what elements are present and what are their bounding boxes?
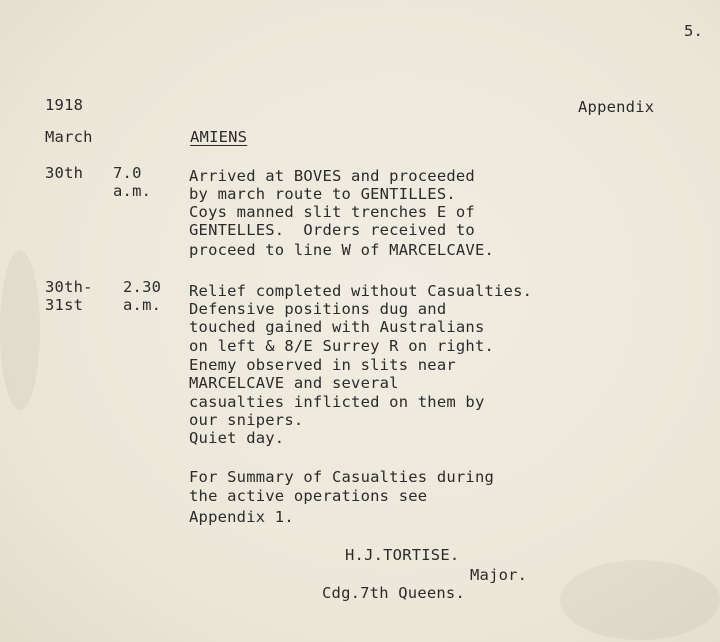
entry-line: touched gained with Australians (189, 318, 485, 336)
page-number: 5. (684, 22, 704, 40)
entry-date: 30th- (45, 278, 93, 296)
entry-time: a.m. (123, 296, 162, 314)
entry-line: Arrived at BOVES and proceeded (189, 167, 475, 185)
entry-line: casualties inflicted on them by (189, 393, 485, 411)
entry-line: by march route to GENTILLES. (189, 185, 456, 203)
entry-line: Quiet day. (189, 429, 285, 447)
entry-date: 30th (45, 164, 84, 182)
entry-line: MARCELCAVE and several (189, 374, 399, 392)
signature-unit: Cdg.7th Queens. (322, 584, 465, 602)
entry-line: Relief completed without Casualties. (189, 282, 533, 300)
year: 1918 (45, 96, 84, 114)
paper-stain (560, 560, 720, 640)
location-heading: AMIENS (190, 128, 248, 146)
entry-line: on left & 8/E Surrey R on right. (189, 337, 495, 355)
entry-date: 31st (45, 296, 84, 314)
entry-line: Defensive positions dug and (189, 300, 447, 318)
entry-line: Coys manned slit trenches E of (189, 203, 475, 221)
paper-stain (0, 250, 40, 410)
entry-time: 2.30 (123, 278, 162, 296)
entry-line: proceed to line W of MARCELCAVE. (189, 241, 495, 259)
signature-name: H.J.TORTISE. (345, 546, 460, 564)
summary-line: Appendix 1. (189, 508, 294, 526)
entry-time: a.m. (113, 182, 152, 200)
summary-line: For Summary of Casualties during (189, 468, 495, 486)
appendix-label: Appendix (578, 98, 655, 116)
entry-line: Enemy observed in slits near (189, 356, 456, 374)
entry-line: our snipers. (189, 411, 304, 429)
month: March (45, 128, 93, 146)
signature-rank: Major. (470, 566, 528, 584)
entry-line: GENTELLES. Orders received to (189, 221, 475, 239)
entry-time: 7.0 (113, 164, 142, 182)
summary-line: the active operations see (189, 487, 428, 505)
